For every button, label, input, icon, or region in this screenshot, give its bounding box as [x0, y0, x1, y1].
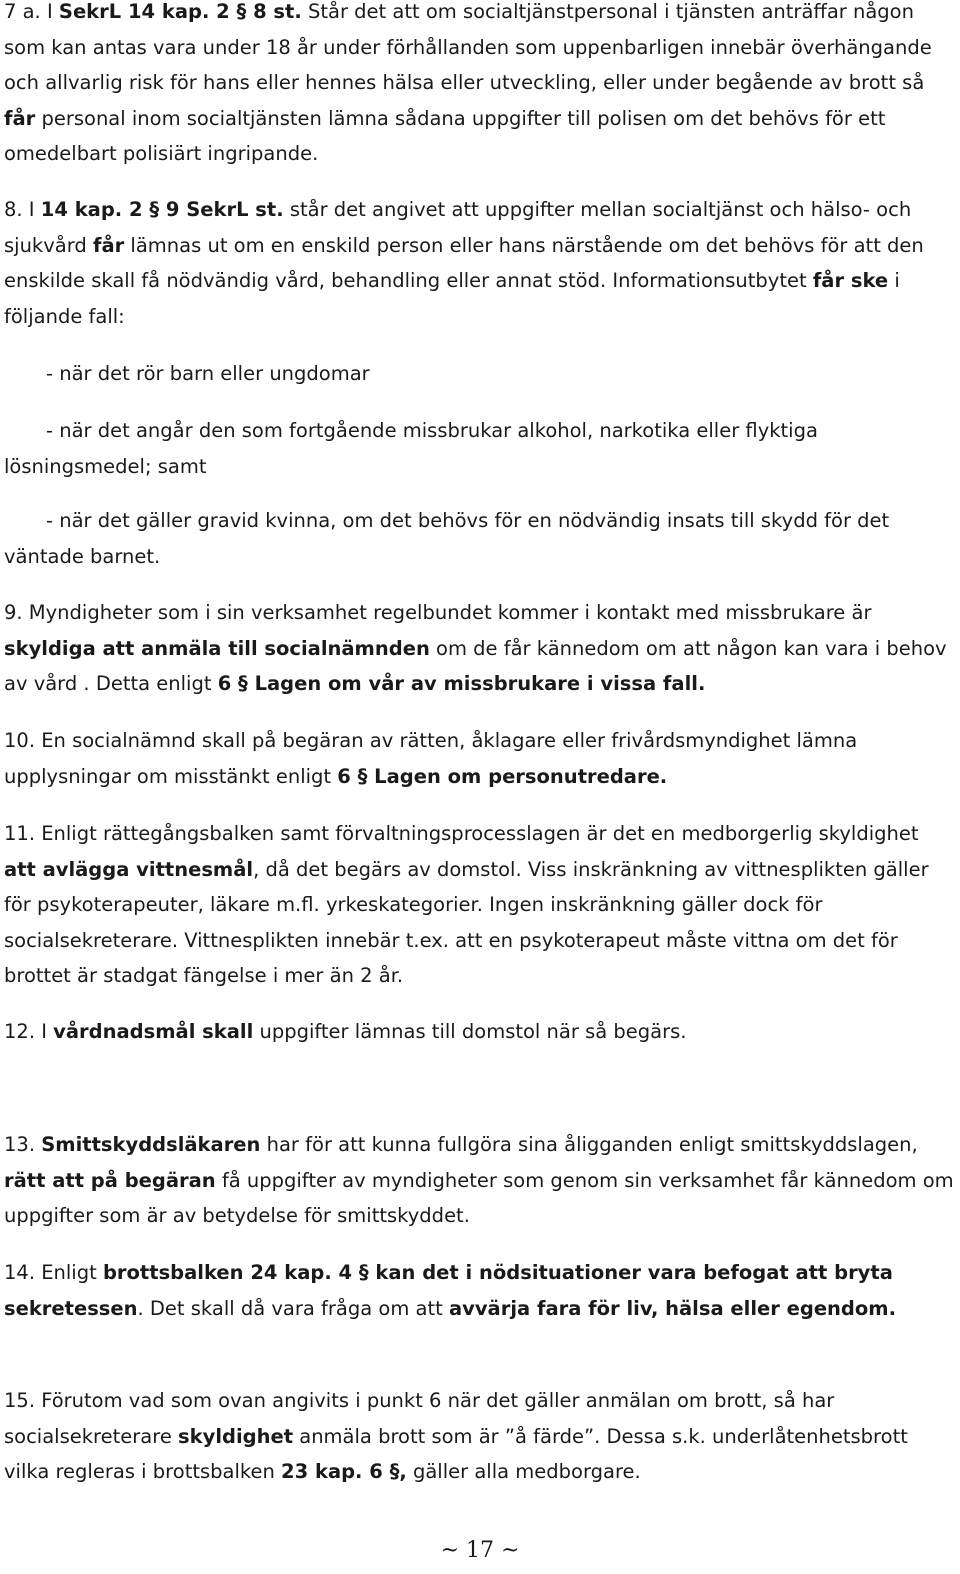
text: i följande fall: [4, 269, 900, 328]
text: , då det begärs av domstol. Viss inskränkning av vittnesplikten gäller för psykoterapeuter, läkare m.fl. yrkeskategorier. Ingen inskränkning gäller dock för socialsekreterare. Vittnesplikten innebär t.ex. att en psykoterapeut måste vittna om det för brottet är stadgat fängelse i mer än 2 år. [4, 857, 929, 988]
bold-text: brottsbalken 24 kap. 4 § kan det i nödsituationer vara befogat att bryta sekretessen [4, 1261, 893, 1320]
paragraph-p13 [4, 1127, 956, 1234]
paragraph-p14 [4, 1255, 956, 1326]
bold-text: vårdnadsmål skall [53, 1020, 254, 1043]
bold-text: Smittskyddsläkaren [41, 1133, 261, 1156]
bold-text: skyldighet [178, 1424, 294, 1448]
text: 7 a. I [4, 0, 59, 23]
text: få uppgifter av myndigheter som genom sin verksamhet får kännedom om uppgifter som är av betydelse för smittskyddet. [4, 1168, 954, 1228]
text: 12. I [4, 1020, 54, 1043]
text: 10. En socialnämnd skall på begäran av rätten, åklagare eller frivårdsmyndighet lämna upplysningar om misstänkt enligt [4, 729, 858, 788]
bold-text: avvärja fara för liv, hälsa eller egendom. [448, 1296, 897, 1320]
bold-text: får ske [812, 269, 889, 293]
bold-text: SekrL 14 kap. 2 § 8 st. [58, 0, 302, 23]
text: 9. Myndigheter som i sin verksamhet regelbundet kommer i kontakt med missbrukare är [4, 601, 872, 624]
bold-text: att avlägga vittnesmål [4, 857, 254, 881]
paragraph-p8 [4, 192, 956, 334]
text: 14. Enligt [4, 1261, 103, 1284]
paragraph-p10 [4, 723, 956, 794]
text: Står det att om socialtjänstpersonal i tjänsten anträffar någon som kan antas vara under 18 år under förhållanden som uppenbarligen innebär överhängande och allvarlig risk för hans eller hennes hälsa eller utveckling, eller under begående av brott så [4, 0, 932, 95]
text: personal inom socialtjänsten lämna sådana uppgifter till polisen om det behövs för ett omedelbart polisiärt ingripande. [4, 106, 886, 166]
text: om de får kännedom om att någon kan vara i behov av vård . Detta enligt [4, 636, 947, 696]
text: - när det angår den som fortgående missbrukar alkohol, narkotika eller flyktiga lösningsmedel; samt [4, 419, 818, 478]
bold-text: 6 § Lagen om personutredare. [337, 764, 668, 788]
bold-text: 14 kap. 2 § 9 SekrL st. [40, 198, 284, 221]
text: anmäla brott som är ”å färde”. Dessa s.k. underlåtenhetsbrott vilka regleras i brottsbalken [4, 1424, 908, 1484]
text: - när det gäller gravid kvinna, om det behövs för en nödvändig insats till skydd för det väntade barnet. [4, 509, 890, 568]
page-number: ~ 17 ~ [440, 1538, 520, 1563]
bold-text: rätt att på begäran [4, 1168, 216, 1192]
bold-text: skyldiga att anmäla till socialnämnden [4, 636, 430, 660]
paragraph-p15 [4, 1383, 956, 1490]
bold-text: 6 § Lagen om vår av missbrukare i vissa fall. [217, 672, 706, 696]
bold-text: får [92, 233, 125, 257]
text: 15. Förutom vad som ovan angivits i punkt 6 när det gäller anmälan om brott, så har socialsekreterare [4, 1389, 835, 1448]
paragraph-b2 [4, 413, 956, 484]
text: 8. I [4, 198, 41, 221]
paragraph-b1 [4, 356, 956, 392]
text: står det angivet att uppgifter mellan socialtjänst och hälso- och sjukvård [4, 198, 912, 257]
bold-text: 23 kap. 6 §, [281, 1460, 407, 1484]
bold-text: får [4, 106, 36, 130]
text: 11. Enligt rättegångsbalken samt förvaltningsprocesslagen är det en medborgerlig skyldighet [4, 822, 919, 845]
text: 13. [4, 1133, 42, 1156]
text: . Det skall då vara fråga om att [137, 1296, 449, 1320]
paragraph-p11 [4, 816, 956, 994]
paragraph-p12 [4, 1014, 956, 1050]
paragraph-p9 [4, 595, 956, 702]
text: har för att kunna fullgöra sina åligganden enligt smittskyddslagen, [260, 1133, 918, 1156]
text: gäller alla medborgare. [406, 1460, 641, 1484]
text: lämnas ut om en enskild person eller hans närstående om det behövs för att den enskilde skall få nödvändig vård, behandling eller annat stöd. Informationsutbytet [4, 233, 924, 293]
paragraph-p7 [4, 0, 956, 172]
text: - när det rör barn eller ungdomar [46, 362, 370, 385]
paragraph-b3 [4, 503, 956, 574]
text: uppgifter lämnas till domstol när så begärs. [253, 1020, 687, 1043]
